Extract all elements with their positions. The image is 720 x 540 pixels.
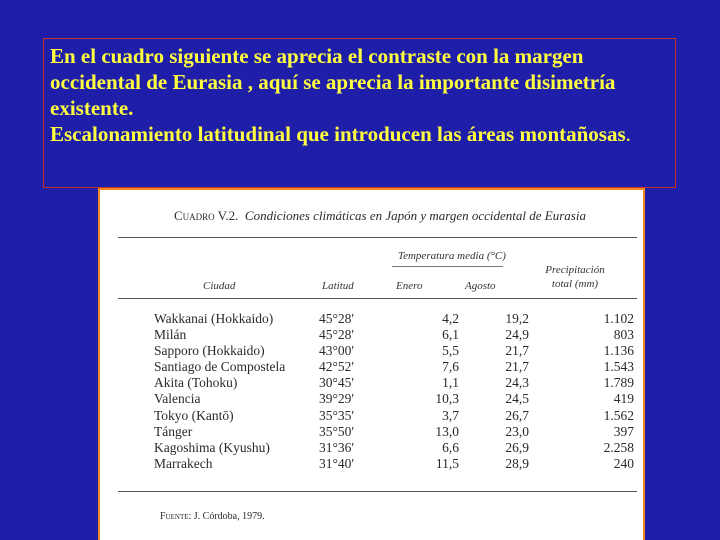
city-cell: Marrakech	[154, 455, 213, 471]
precip-header-1: Precipitación	[545, 264, 605, 276]
january-temp-cell: 6,1	[442, 327, 459, 343]
city-cell: Sapporo (Hokkaido)	[154, 343, 265, 359]
august-temp-cell: 24,9	[505, 327, 529, 343]
table-row	[154, 440, 634, 456]
city-cell: Valencia	[154, 391, 201, 407]
group-header-temperature: Temperatura media (°C)	[398, 250, 506, 262]
august-temp-cell: 24,5	[505, 391, 529, 407]
table-title	[174, 208, 586, 224]
precipitation-cell: 1.543	[603, 359, 634, 375]
latitude-cell: 45°28′	[319, 311, 355, 326]
city-cell: Tokyo (Kantō)	[154, 407, 234, 423]
january-temp-cell: 7,6	[442, 359, 459, 375]
intro-line2-end: .	[625, 122, 631, 146]
city-cell: Milán	[154, 327, 187, 343]
table-source	[160, 511, 265, 522]
intro-line2: Escalonamiento latitudinal que introducen las áreas montañosas	[50, 122, 626, 146]
precipitation-cell: 803	[613, 327, 634, 343]
table-row	[154, 456, 634, 472]
table-title-text: Condiciones climáticas en Japón y margen occidental de Eurasia	[244, 208, 586, 223]
precipitation-cell: 397	[613, 423, 634, 439]
city-cell: Akita (Tohoku)	[154, 375, 238, 391]
table-row	[154, 327, 634, 343]
table-row	[154, 359, 634, 375]
source-label: Fuente:	[160, 511, 192, 522]
table-row	[154, 424, 634, 440]
precipitation-cell: 2.258	[603, 439, 634, 455]
latitude-cell: 35°50′	[319, 423, 355, 439]
table-row	[154, 408, 634, 424]
precip-header-2: total (mm)	[551, 278, 599, 290]
january-temp-cell: 6,6	[442, 439, 459, 455]
latitude-cell: 39°29′	[319, 391, 355, 407]
col-header-latitud: Latitud	[322, 280, 354, 292]
city-cell: Tánger	[154, 423, 193, 439]
group-header-underline	[392, 266, 503, 267]
city-cell: Wakkanai (Hokkaido)	[154, 311, 274, 326]
august-temp-cell: 24,3	[505, 375, 529, 391]
january-temp-cell: 11,5	[435, 455, 459, 471]
scanned-table-image	[98, 188, 645, 540]
table-row	[154, 375, 634, 391]
january-temp-cell: 5,5	[442, 343, 459, 359]
latitude-cell: 35°35′	[319, 407, 355, 423]
table-title-label: Cuadro V.2.	[174, 208, 239, 223]
city-cell: Santiago de Compostela	[154, 359, 286, 375]
table-row	[154, 391, 634, 407]
precipitation-cell: 240	[613, 455, 634, 471]
precipitation-cell: 419	[613, 391, 634, 407]
table-rule-header	[118, 298, 637, 299]
january-temp-cell: 3,7	[442, 407, 459, 423]
january-temp-cell: 4,2	[442, 311, 459, 326]
col-header-ciudad: Ciudad	[203, 280, 236, 292]
august-temp-cell: 19,2	[505, 311, 529, 326]
latitude-cell: 31°36′	[319, 439, 355, 455]
january-temp-cell: 13,0	[435, 423, 459, 439]
intro-text-box	[43, 38, 676, 188]
precipitation-cell: 1.102	[603, 311, 634, 326]
latitude-cell: 45°28′	[319, 327, 355, 343]
precipitation-cell: 1.562	[603, 407, 634, 423]
table-rule-bottom	[118, 491, 637, 492]
precipitation-cell: 1.136	[603, 343, 634, 359]
precipitation-cell: 1.789	[603, 375, 634, 391]
col-header-enero: Enero	[396, 280, 423, 292]
climate-table	[154, 311, 634, 472]
intro-paragraph-2	[50, 121, 669, 147]
august-temp-cell: 21,7	[505, 343, 529, 359]
august-temp-cell: 28,9	[505, 455, 529, 471]
latitude-cell: 30°45′	[319, 375, 355, 391]
intro-paragraph: En el cuadro siguiente se aprecia el contraste con la margen occidental de Eurasia , aquí se aprecia la importante disimetría existente.	[50, 44, 616, 120]
august-temp-cell: 21,7	[505, 359, 529, 375]
latitude-cell: 42°52′	[319, 359, 355, 375]
table-rule-top	[118, 237, 637, 238]
latitude-cell: 31°40′	[319, 455, 355, 471]
table-row	[154, 311, 634, 327]
august-temp-cell: 23,0	[505, 423, 529, 439]
august-temp-cell: 26,7	[505, 407, 529, 423]
latitude-cell: 43°00′	[319, 343, 355, 359]
january-temp-cell: 1,1	[442, 375, 459, 391]
col-header-agosto: Agosto	[465, 280, 496, 292]
table-row	[154, 343, 634, 359]
january-temp-cell: 10,3	[435, 391, 459, 407]
source-text: J. Córdoba, 1979.	[193, 511, 265, 522]
city-cell: Kagoshima (Kyushu)	[154, 439, 270, 455]
august-temp-cell: 26,9	[505, 439, 529, 455]
